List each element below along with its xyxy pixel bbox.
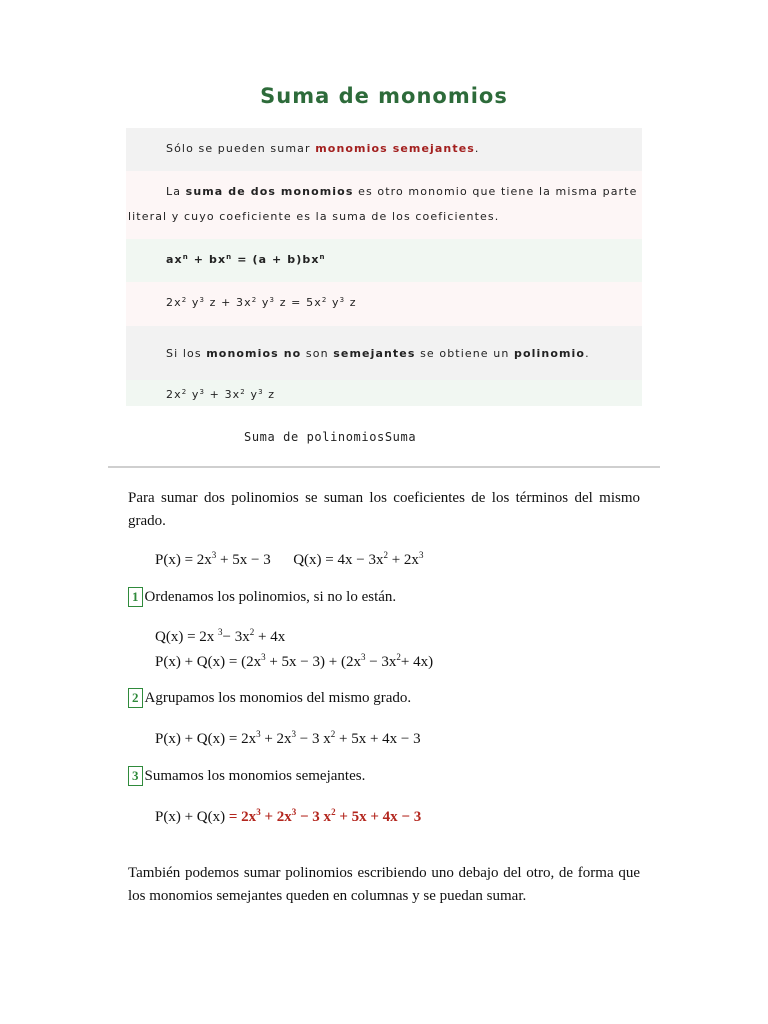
formula: $ax^n + bx^n = (a + b)bx^n$ <box>166 253 326 266</box>
step-number: 3 <box>128 766 143 786</box>
equation-sum-2: $P(x) + Q(x) = 2x^3 + 2x^3 - 3$ $x^2 + 5x + 4x - 3$ <box>155 729 421 747</box>
step-number: 1 <box>128 587 143 607</box>
table-row <box>126 380 642 406</box>
definition-text-continued: literal y cuyo coeficiente es la suma de los coeficientes. <box>128 210 500 223</box>
definition-text: La suma de dos monomios es otro monomio que tiene la misma parte <box>166 185 638 198</box>
equation-sum-3: $P(x) + Q(x) = 2x^3 + 2x^3 - 3$ $x^2 + 5x + 4x - 3$ <box>155 807 422 825</box>
equation-p-q: $P(x) = 2x^3 + 5x - 3$ $Q(x) = 4x - 3x^2 + 2x^3$ <box>155 550 424 568</box>
step-number: 2 <box>128 688 143 708</box>
table-row <box>126 239 642 282</box>
example-same: $2x^2$ $y^3$ $z + 3x^2$ $y^3$ $z = 5x^2$ $y^3$ z <box>166 296 357 309</box>
divider <box>108 466 660 468</box>
step-1: 1 Ordenamos los polinomios, si no lo están. <box>128 587 396 607</box>
equation-sum-1: $P(x) + Q(x) = (2x^3 + 5x - 3) + (2x^3 - 3x^2+ 4x)$ <box>155 652 434 670</box>
outro-paragraph: También podemos sumar polinomios escribiendo uno debajo del otro, de forma que los monomios semejantes queden en columnas y se puedan sumar. <box>128 865 640 904</box>
table-row <box>126 282 642 326</box>
page-title: Suma de monomios <box>260 84 508 108</box>
step-3: 3 Sumamos los monomios semejantes. <box>128 766 365 786</box>
table-row <box>126 326 642 380</box>
table-row <box>126 171 642 239</box>
table-row <box>126 128 642 171</box>
step-2: 2 Agrupamos los monomios del mismo grado. <box>128 688 411 708</box>
equation-q-ordered: Q(x) = 2x $^3- 3x^2 + 4x$ <box>155 627 286 645</box>
non-similar-text: Si los monomios no son semejantes se obtiene un polinomio. <box>166 347 590 360</box>
example-different: $2x^2$ $y^3 + 3x^2$ $y^3$ z <box>166 388 276 401</box>
rule-text: Sólo se pueden sumar monomios semejantes. <box>166 142 480 155</box>
section-title: Suma de polinomiosSuma <box>244 430 417 444</box>
intro-paragraph: Para sumar dos polinomios se suman los coeficientes de los términos del mismo grado. <box>128 490 640 529</box>
